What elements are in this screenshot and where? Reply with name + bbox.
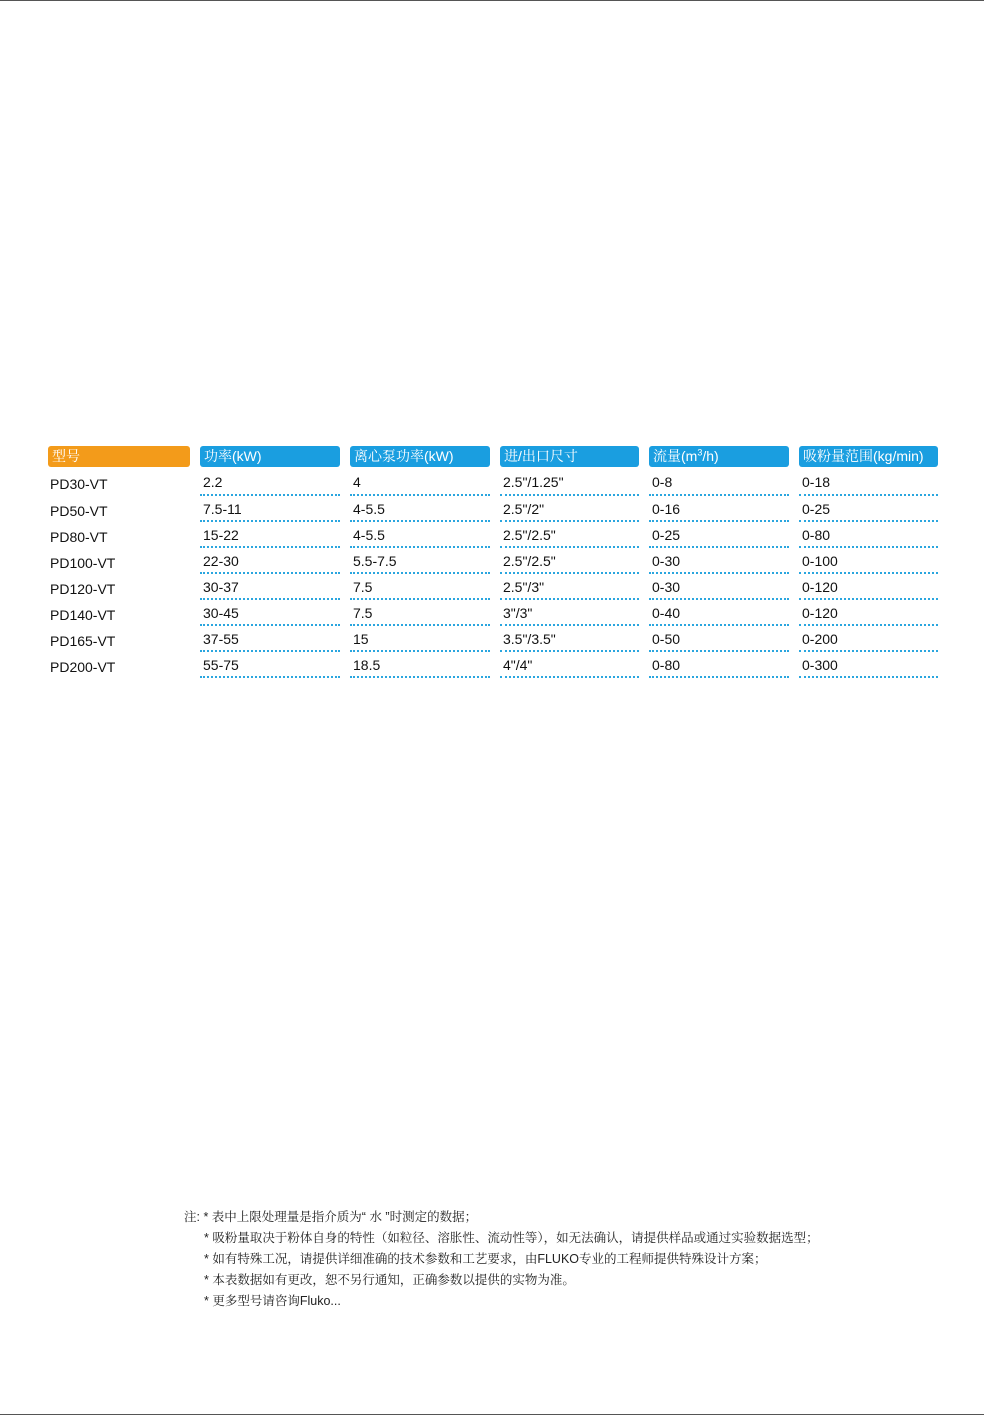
table-row xyxy=(48,467,943,496)
note-line xyxy=(184,1207,819,1228)
cell-powder: 0-100 xyxy=(799,548,938,574)
table-row xyxy=(48,574,943,600)
header-flow xyxy=(644,446,794,467)
cell-flow: 0-50 xyxy=(649,626,789,652)
cell-model: PD30-VT xyxy=(50,476,108,492)
note-item: * 本表数据如有更改，恕不另行通知，正确参数以提供的实物为准。 xyxy=(204,1273,575,1287)
cell-powder: 0-80 xyxy=(799,522,938,548)
cell-flow: 0-30 xyxy=(649,574,789,600)
cell-power: 30-37 xyxy=(200,574,340,600)
header-flow-label xyxy=(649,446,789,467)
table-header-row xyxy=(48,446,943,467)
header-flow-post: /h) xyxy=(702,448,719,464)
cell-inlet-outlet: 2.5"/2.5" xyxy=(500,522,639,548)
cell-inlet-outlet: 2.5"/1.25" xyxy=(500,467,639,496)
cell-pump-power: 4-5.5 xyxy=(350,522,490,548)
cell-model: PD50-VT xyxy=(50,503,108,519)
header-power-label: 功率(kW) xyxy=(200,446,340,467)
cell-inlet-outlet: 3"/3" xyxy=(500,600,639,626)
note-item: * 吸粉量取决于粉体自身的特性（如粒径、溶胀性、流动性等），如无法确认，请提供样品或通过实验数据选型； xyxy=(204,1231,819,1245)
cell-model: PD80-VT xyxy=(50,529,108,545)
cell-flow: 0-8 xyxy=(649,467,789,496)
cell-power: 2.2 xyxy=(200,467,340,496)
cell-pump-power: 4-5.5 xyxy=(350,496,490,522)
table-row xyxy=(48,496,943,522)
cell-model: PD140-VT xyxy=(50,607,116,623)
header-powder-label: 吸粉量范围(kg/min) xyxy=(799,446,938,467)
cell-pump-power: 7.5 xyxy=(350,574,490,600)
cell-powder: 0-18 xyxy=(799,467,938,496)
header-inlet-outlet xyxy=(495,446,644,467)
cell-pump-power: 7.5 xyxy=(350,600,490,626)
cell-powder: 0-120 xyxy=(799,600,938,626)
header-flow-sup: 3 xyxy=(697,447,703,458)
table-row xyxy=(48,600,943,626)
cell-flow: 0-16 xyxy=(649,496,789,522)
note-item: * 如有特殊工况，请提供详细准确的技术参数和工艺要求，由FLUKO专业的工程师提供特殊设计方案； xyxy=(204,1252,767,1266)
cell-model: PD120-VT xyxy=(50,581,116,597)
notes-prefix: 注: xyxy=(184,1210,200,1224)
cell-inlet-outlet: 2.5"/3" xyxy=(500,574,639,600)
cell-power: 37-55 xyxy=(200,626,340,652)
spec-table xyxy=(48,446,943,678)
cell-inlet-outlet: 4"/4" xyxy=(500,652,639,678)
header-inlet-outlet-label: 进/出口尺寸 xyxy=(500,446,639,467)
notes-block xyxy=(184,1207,819,1312)
cell-powder: 0-25 xyxy=(799,496,938,522)
cell-pump-power: 4 xyxy=(350,467,490,496)
cell-pump-power: 15 xyxy=(350,626,490,652)
bottom-border-line xyxy=(0,1414,984,1415)
header-flow-pre: 流量(m xyxy=(653,448,698,464)
cell-power: 30-45 xyxy=(200,600,340,626)
cell-powder: 0-120 xyxy=(799,574,938,600)
cell-flow: 0-40 xyxy=(649,600,789,626)
table-row xyxy=(48,626,943,652)
cell-pump-power: 18.5 xyxy=(350,652,490,678)
cell-power: 55-75 xyxy=(200,652,340,678)
table-row xyxy=(48,548,943,574)
note-item: * 更多型号请咨询Fluko... xyxy=(204,1294,341,1308)
cell-pump-power: 5.5-7.5 xyxy=(350,548,490,574)
note-item: * 表中上限处理量是指介质为“ 水 ”时测定的数据； xyxy=(203,1210,478,1224)
cell-powder: 0-300 xyxy=(799,652,938,678)
header-pump-power-label: 离心泵功率(kW) xyxy=(350,446,490,467)
cell-power: 7.5-11 xyxy=(200,496,340,522)
header-power xyxy=(195,446,345,467)
cell-inlet-outlet: 2.5"/2" xyxy=(500,496,639,522)
header-powder xyxy=(794,446,943,467)
header-model xyxy=(48,446,195,467)
cell-inlet-outlet: 3.5"/3.5" xyxy=(500,626,639,652)
table-row xyxy=(48,522,943,548)
cell-power: 22-30 xyxy=(200,548,340,574)
cell-inlet-outlet: 2.5"/2.5" xyxy=(500,548,639,574)
cell-powder: 0-200 xyxy=(799,626,938,652)
header-pump-power xyxy=(345,446,495,467)
cell-power: 15-22 xyxy=(200,522,340,548)
top-border-line xyxy=(0,0,984,1)
cell-model: PD100-VT xyxy=(50,555,116,571)
cell-flow: 0-30 xyxy=(649,548,789,574)
cell-model: PD200-VT xyxy=(50,659,116,675)
cell-flow: 0-80 xyxy=(649,652,789,678)
cell-model: PD165-VT xyxy=(50,633,116,649)
cell-flow: 0-25 xyxy=(649,522,789,548)
table-row xyxy=(48,652,943,678)
header-model-label: 型号 xyxy=(48,446,190,467)
